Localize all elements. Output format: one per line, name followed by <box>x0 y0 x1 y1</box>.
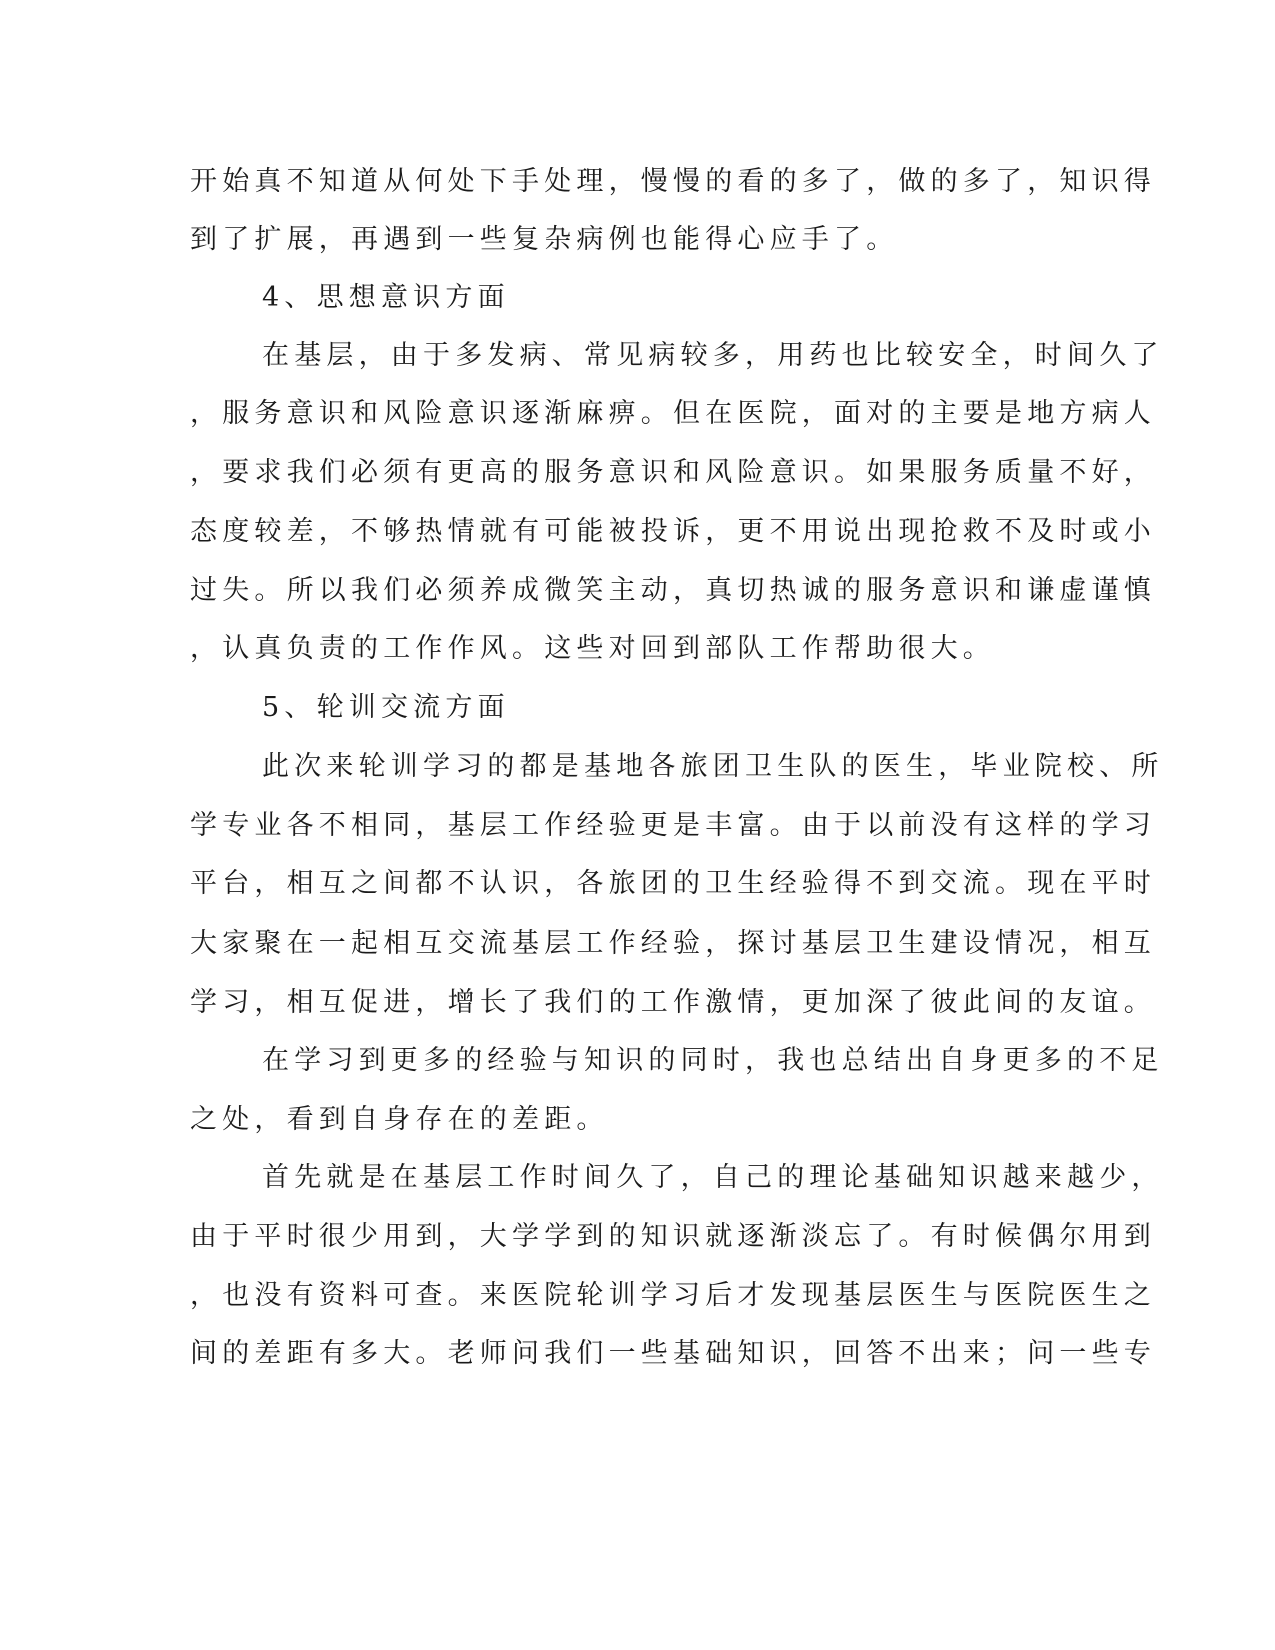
text-line: ，服务意识和风险意识逐渐麻痹。但在医院，面对的主要是地方病人 <box>190 398 1156 429</box>
text-line: 在基层，由于多发病、常见病较多，用药也比较安全，时间久了 <box>262 340 1164 371</box>
text-line: 大家聚在一起相互交流基层工作经验，探讨基层卫生建设情况，相互 <box>190 928 1156 959</box>
text-line: 由于平时很少用到，大学学到的知识就逐渐淡忘了。有时候偶尔用到 <box>190 1221 1156 1252</box>
section-heading: 4、思想意识方面 <box>262 282 510 313</box>
text-line: ，要求我们必须有更高的服务意识和风险意识。如果服务质量不好， <box>190 457 1156 488</box>
text-line: 态度较差，不够热情就有可能被投诉，更不用说出现抢救不及时或小 <box>190 516 1156 547</box>
text-line: ，也没有资料可查。来医院轮训学习后才发现基层医生与医院医生之 <box>190 1280 1156 1311</box>
text-line: 平台，相互之间都不认识，各旅团的卫生经验得不到交流。现在平时 <box>190 868 1156 899</box>
text-line: 间的差距有多大。老师问我们一些基础知识，回答不出来；问一些专 <box>190 1338 1156 1369</box>
text-line: 在学习到更多的经验与知识的同时，我也总结出自身更多的不足 <box>262 1045 1164 1076</box>
text-line: 之处，看到自身存在的差距。 <box>190 1104 609 1135</box>
section-heading: 5、轮训交流方面 <box>262 692 510 723</box>
text-line: 开始真不知道从何处下手处理，慢慢的看的多了，做的多了，知识得 <box>190 166 1156 197</box>
text-line: 到了扩展，再遇到一些复杂病例也能得心应手了。 <box>190 224 899 255</box>
text-line: ，认真负责的工作作风。这些对回到部队工作帮助很大。 <box>190 633 995 664</box>
text-line: 学习，相互促进，增长了我们的工作激情，更加深了彼此间的友谊。 <box>190 987 1156 1018</box>
text-line: 学专业各不相同，基层工作经验更是丰富。由于以前没有这样的学习 <box>190 810 1156 841</box>
text-line: 过失。所以我们必须养成微笑主动，真切热诚的服务意识和谦虚谨慎 <box>190 575 1156 606</box>
text-line: 此次来轮训学习的都是基地各旅团卫生队的医生，毕业院校、所 <box>262 751 1164 782</box>
text-line: 首先就是在基层工作时间久了，自己的理论基础知识越来越少， <box>262 1162 1164 1193</box>
